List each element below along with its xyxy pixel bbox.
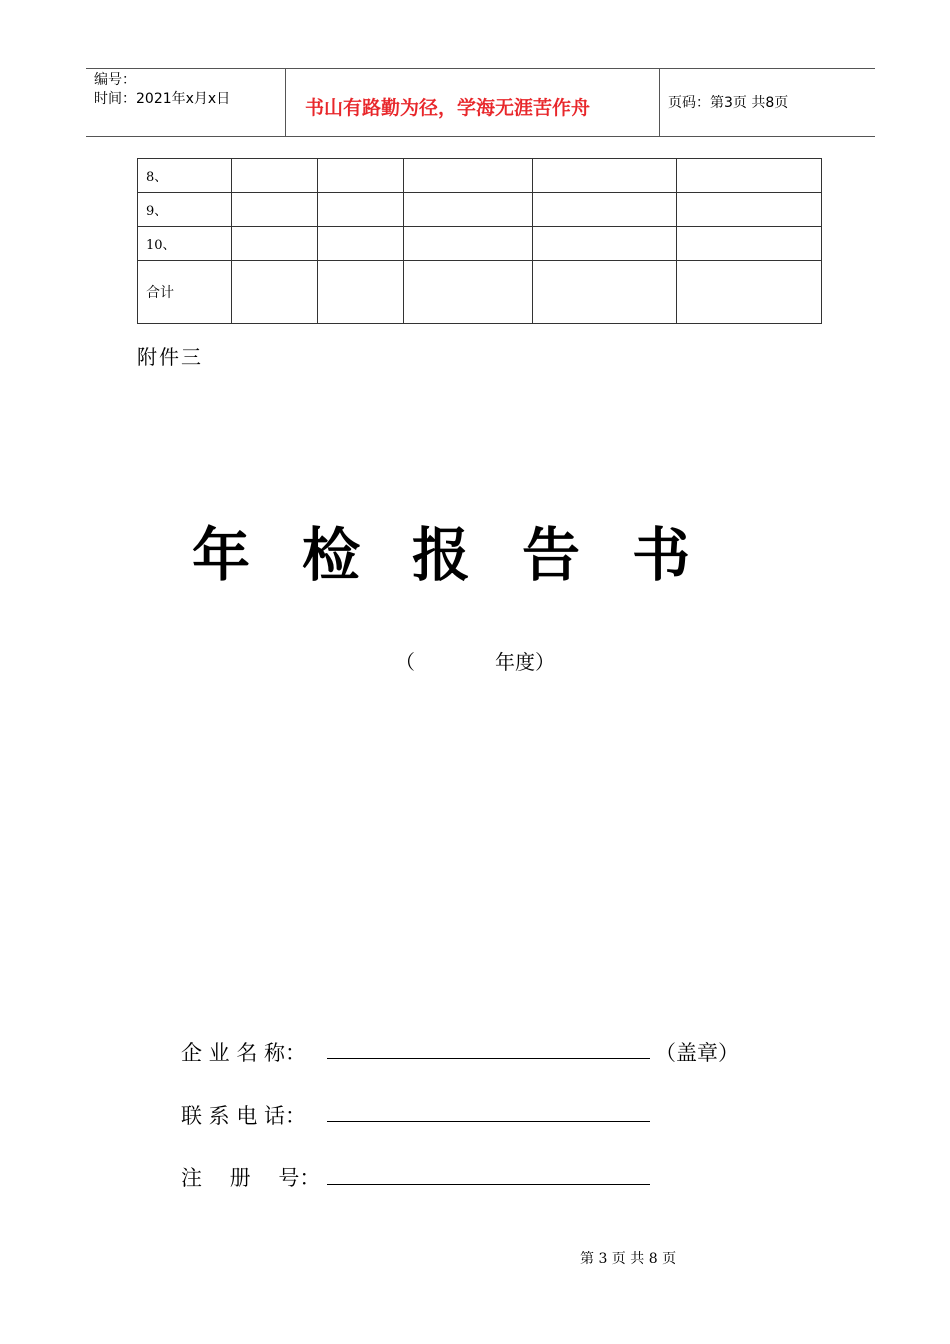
phone-line <box>327 1121 650 1122</box>
table-row <box>138 227 822 261</box>
table-cell <box>533 227 677 261</box>
table-cell <box>318 193 404 227</box>
year-line: （ 年度） <box>395 650 555 674</box>
total-label: 合计 <box>138 261 232 324</box>
row-index: 9、 <box>138 193 232 227</box>
header-page-info: 页码：第3页 共8页 <box>668 95 789 111</box>
table-cell <box>404 227 533 261</box>
table-cell <box>404 159 533 193</box>
serial-label: 编号： <box>94 72 136 88</box>
summary-table <box>137 158 822 324</box>
company-name-label: 企 业 名 称： <box>181 1041 307 1065</box>
table-cell <box>533 261 677 324</box>
footer-page-number: 第 3 页 共 8 页 <box>580 1251 677 1267</box>
attachment-label: 附件三 <box>137 345 203 369</box>
table-cell <box>677 227 822 261</box>
table-total-row <box>138 261 822 324</box>
row-index: 8、 <box>138 159 232 193</box>
table-cell <box>318 261 404 324</box>
table-cell <box>533 159 677 193</box>
registration-number-label: 注 册 号： <box>181 1166 321 1190</box>
row-index: 10、 <box>138 227 232 261</box>
header-top-rule <box>86 68 875 69</box>
company-name-line <box>327 1058 650 1059</box>
table-cell <box>404 261 533 324</box>
header-divider-left <box>285 68 286 136</box>
table-cell <box>318 227 404 261</box>
table-row <box>138 193 822 227</box>
table-cell <box>677 261 822 324</box>
table-cell <box>232 159 318 193</box>
table-cell <box>404 193 533 227</box>
table-cell <box>232 261 318 324</box>
table-cell <box>533 193 677 227</box>
header-motto: 书山有路勤为径，学海无涯苦作舟 <box>305 97 591 119</box>
header-divider-right <box>659 68 660 136</box>
table-cell <box>318 159 404 193</box>
registration-number-line <box>327 1184 650 1185</box>
table-cell <box>232 227 318 261</box>
header-bottom-rule <box>86 136 875 137</box>
table-cell <box>677 193 822 227</box>
time-label: 时间：2021年x月x日 <box>94 91 231 107</box>
phone-label: 联 系 电 话： <box>181 1104 307 1128</box>
seal-note: （盖章） <box>655 1041 739 1065</box>
report-title: 年检报告书 <box>192 521 743 589</box>
table-cell <box>232 193 318 227</box>
table-cell <box>677 159 822 193</box>
table-row <box>138 159 822 193</box>
